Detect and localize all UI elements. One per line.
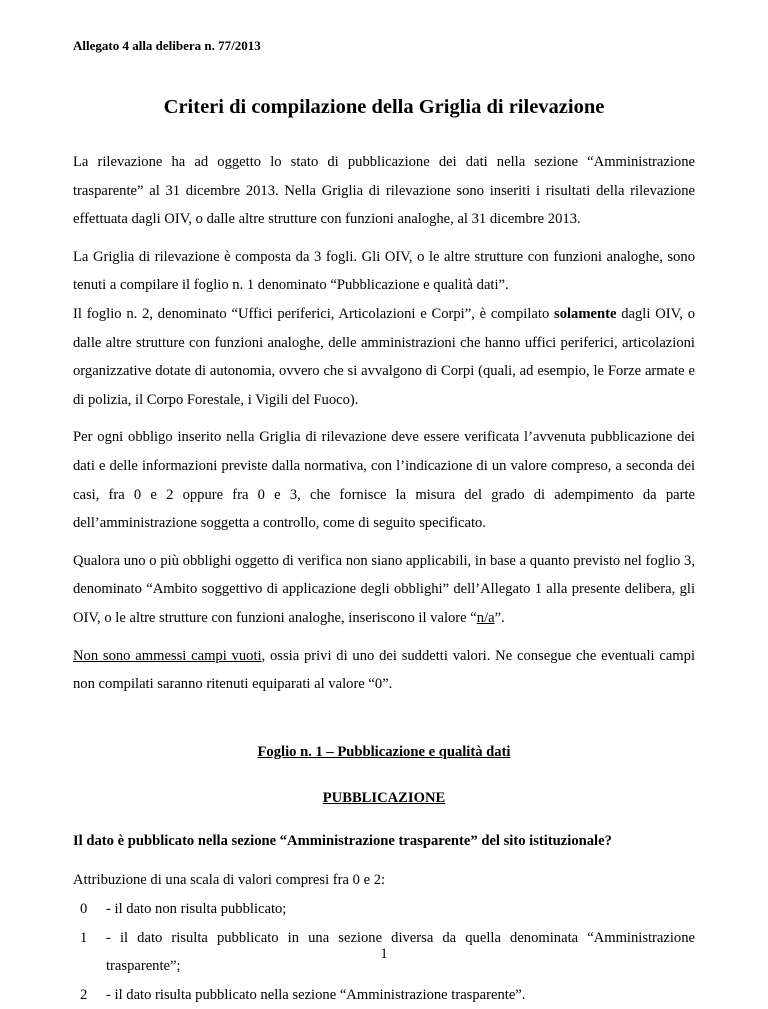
scale-value: 0 bbox=[80, 901, 88, 918]
scale-intro: Attribuzione di una scala di valori compresi fra 0 e 2: bbox=[73, 872, 386, 889]
paragraph-1: La rilevazione ha ad oggetto lo stato di pubblicazione dei dati nella sezione “Amministrazione trasparente” al 31 dicembre 2013. Nella Griglia di rilevazione sono inseriti i risultati della rilevazione effettuata dagli OIV, o dalle altre strutture con funzioni analoghe, al 31 dicembre 2013. bbox=[73, 154, 695, 228]
paragraph-3-emphasis: solamente bbox=[554, 305, 617, 322]
paragraph-4: Per ogni obbligo inserito nella Griglia di rilevazione deve essere verificata l’avvenuta pubblicazione dei dati e delle informazioni previste dalla normativa, con l’indicazione di un valore compreso, a seconda dei casi, fra 0 e 2 oppure fra 0 e 3, che fornisce la misura del grado di adempimento da parte dell’amministrazione soggetta a controllo, come di seguito specificato. bbox=[73, 429, 695, 532]
section-title: Foglio n. 1 – Pubblicazione e qualità dati bbox=[257, 743, 511, 760]
scale-value: 1 bbox=[80, 929, 88, 946]
paragraph-3-text-c: dagli OIV, o dalle altre strutture con funzioni analoghe, delle amministrazioni che hanno uffici periferici, articolazioni organizzative dotate di autonomia, ovvero che si avvalgono di Corpi (quali, ad esempio, le Forze armate e di polizia, il Corpo Forestale, i Vigili del Fuoco). bbox=[73, 305, 695, 408]
document-body bbox=[73, 148, 695, 1009]
paragraph-5-text-c: ”. bbox=[494, 609, 505, 626]
paragraph-5-na-value: n/a bbox=[476, 609, 495, 626]
paragraph-6-text: , ossia privi di uno dei suddetti valori. Ne consegue che eventuali campi non compilati saranno ritenuti equiparati al valore “0”. bbox=[73, 647, 695, 693]
document-header: Allegato 4 alla delibera n. 77/2013 bbox=[73, 38, 261, 53]
scale-description: - il dato risulta pubblicato nella sezione “Amministrazione trasparente”. bbox=[106, 986, 526, 1003]
scale-item bbox=[73, 981, 695, 1009]
document-title: Criteri di compilazione della Griglia di rilevazione bbox=[163, 96, 605, 118]
paragraph-2: La Griglia di rilevazione è composta da 3 fogli. Gli OIV, o le altre strutture con funzioni analoghe, sono tenuti a compilare il foglio n. 1 denominato “Pubblicazione e qualità dati”. bbox=[73, 248, 695, 294]
scale-description: - il dato non risulta pubblicato; bbox=[106, 901, 287, 918]
paragraph-3-text-a: Il foglio n. 2, denominato “Uffici periferici, Articolazioni e Corpi”, è compilato bbox=[73, 305, 555, 322]
scale-item bbox=[73, 895, 695, 924]
scale-description: - il dato risulta pubblicato in una sezione diversa da quella denominata “Amministrazione trasparente”; bbox=[106, 929, 695, 975]
paragraph-6-underlined: Non sono ammessi campi vuoti bbox=[73, 647, 262, 664]
question-heading: Il dato è pubblicato nella sezione “Amministrazione trasparente” del sito istituzionale? bbox=[73, 832, 612, 849]
scale-value: 2 bbox=[80, 986, 88, 1003]
paragraph-6 bbox=[73, 642, 695, 699]
page-number: 1 bbox=[380, 946, 388, 962]
subsection-title: PUBBLICAZIONE bbox=[322, 790, 446, 807]
paragraph-5-text-a: Qualora uno o più obblighi oggetto di verifica non siano applicabili, in base a quanto previsto nel foglio 3, denominato “Ambito soggettivo di applicazione degli obblighi” dell’Allegato 1 alla presente delibera, gli OIV, o le altre strutture con funzioni analoghe, inseriscono il valore “ bbox=[73, 552, 695, 626]
paragraph-3 bbox=[73, 300, 695, 414]
paragraph-5 bbox=[73, 547, 695, 633]
